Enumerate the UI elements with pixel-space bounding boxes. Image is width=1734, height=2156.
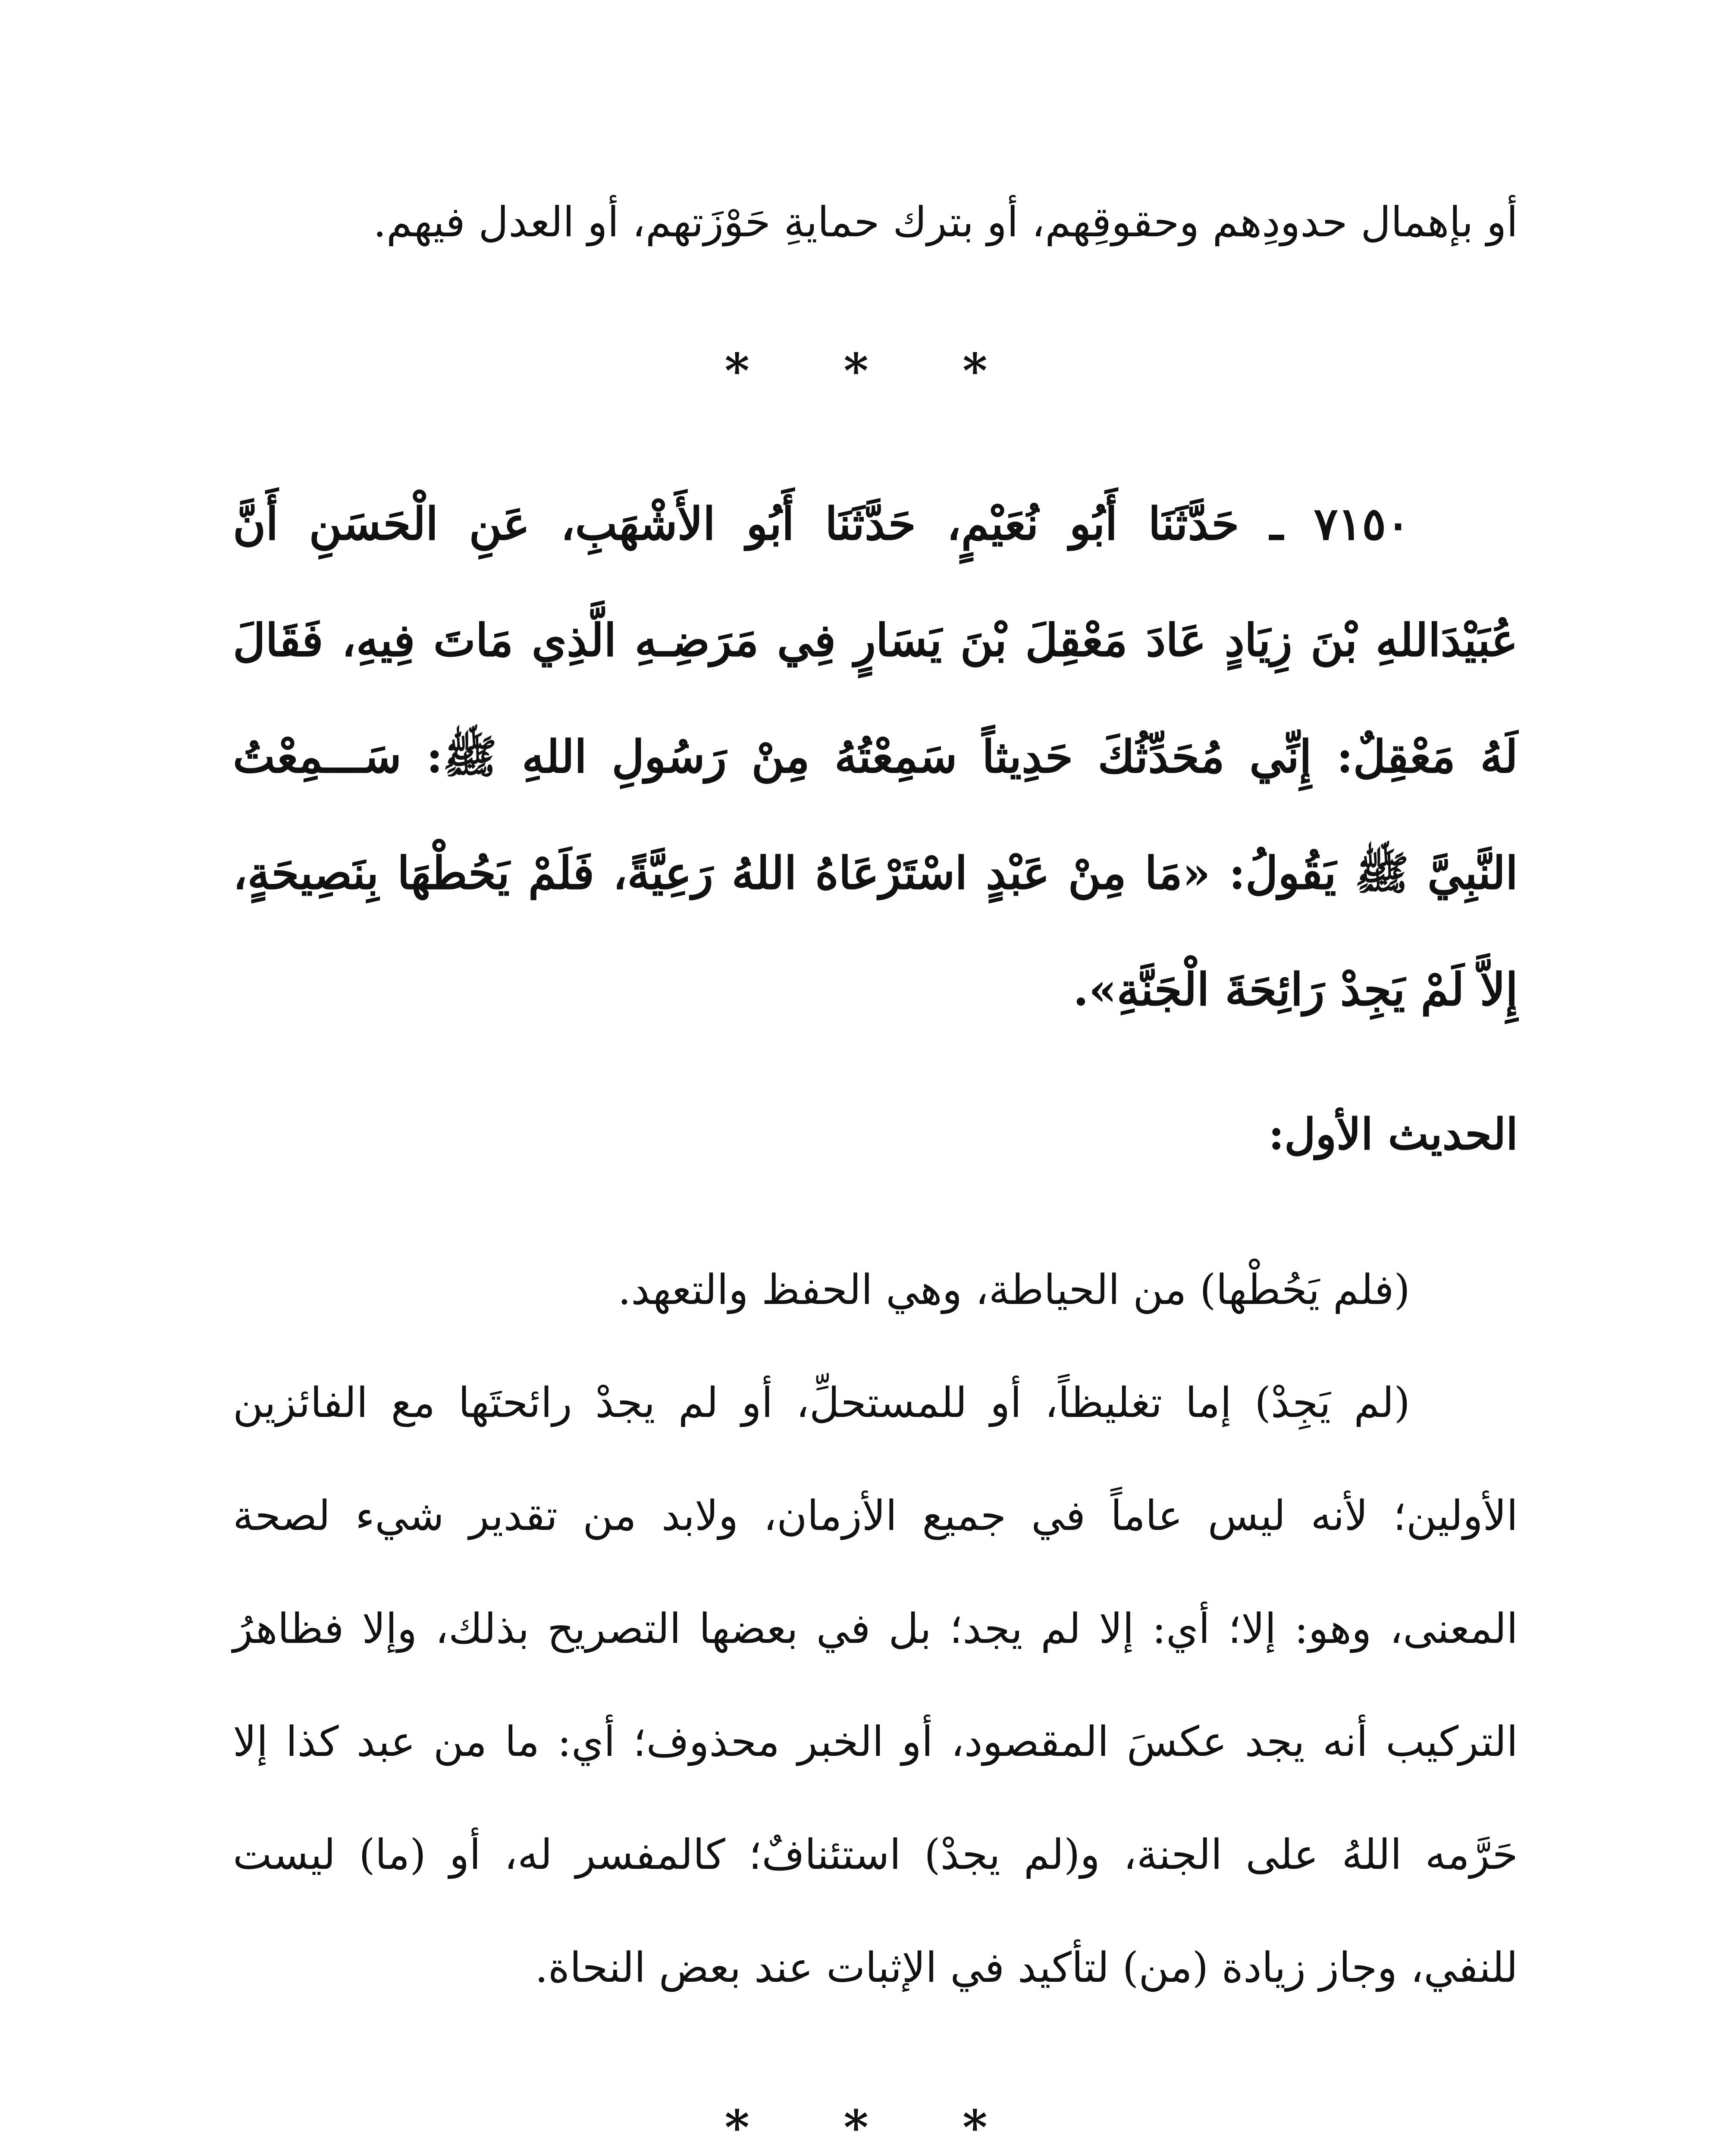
commentary-paragraph-1: (فلم يَحُطْها) من الحياطة، وهي الحفظ والتعهد. bbox=[618, 1266, 1410, 1314]
top-paragraph: أو بإهمال حدودِهم وحقوقِهم، أو بترك حمايةِ حَوْزَتهم، أو العدل فيهم. bbox=[373, 198, 1518, 246]
book-page bbox=[233, 164, 1518, 2156]
section-separator-bottom: * * * bbox=[724, 2100, 1026, 2155]
commentary-heading: الحديث الأول: bbox=[1268, 1109, 1518, 1159]
hadith-7150-text: ٧١٥٠ ـ حَدَّثَنَا أَبُو نُعَيْمٍ، حَدَّثَنَا أَبُو الأَشْهَبِ، عَنِ الْحَسَنِ أَنَّ عُبَيْدَاللهِ بْنَ زِيَادٍ عَادَ مَعْقِلَ بْنَ يَسَارٍ فِي مَرَضِـهِ الَّذِي مَاتَ فِيهِ، فَقَالَ لَهُ مَعْقِلٌ: إِنِّي مُحَدِّثُكَ حَدِيثاً سَمِعْتُهُ مِنْ رَسُولِ اللهِ ﷺ: سَـــمِعْتُ النَّبِيَّ ﷺ يَقُولُ: «مَا مِنْ عَبْدٍ اسْتَرْعَاهُ اللهُ رَعِيَّةً، فَلَمْ يَحُطْهَا بِنَصِيحَةٍ، إِلاَّ لَمْ يَجِدْ رَائِحَةَ الْجَنَّةِ». bbox=[233, 497, 1518, 1016]
section-separator-top: * * * bbox=[724, 343, 1026, 398]
commentary-paragraph-2: (لم يَجِدْ) إما تغليظاً، أو للمستحلِّ، أو لم يجدْ رائحتَها مع الفائزين الأولين؛ لأنه ليس عاماً في جميع الأزمان، ولابد من تقدير شيء لصحة المعنى، وهو: إلا؛ أي: إلا لم يجد؛ بل في بعضها التصريح بذلك، وإلا فظاهرُ التركيب أنه يجد عكسَ المقصود، أو الخبر محذوف؛ أي: ما من عبد كذا إلا حَرَّمه اللهُ على الجنة، و(لم يجدْ) استئنافٌ؛ كالمفسر له، أو (ما) ليست للنفي، وجاز زيادة (من) لتأكيد في الإثبات عند بعض النحاة. bbox=[233, 1379, 1518, 1992]
